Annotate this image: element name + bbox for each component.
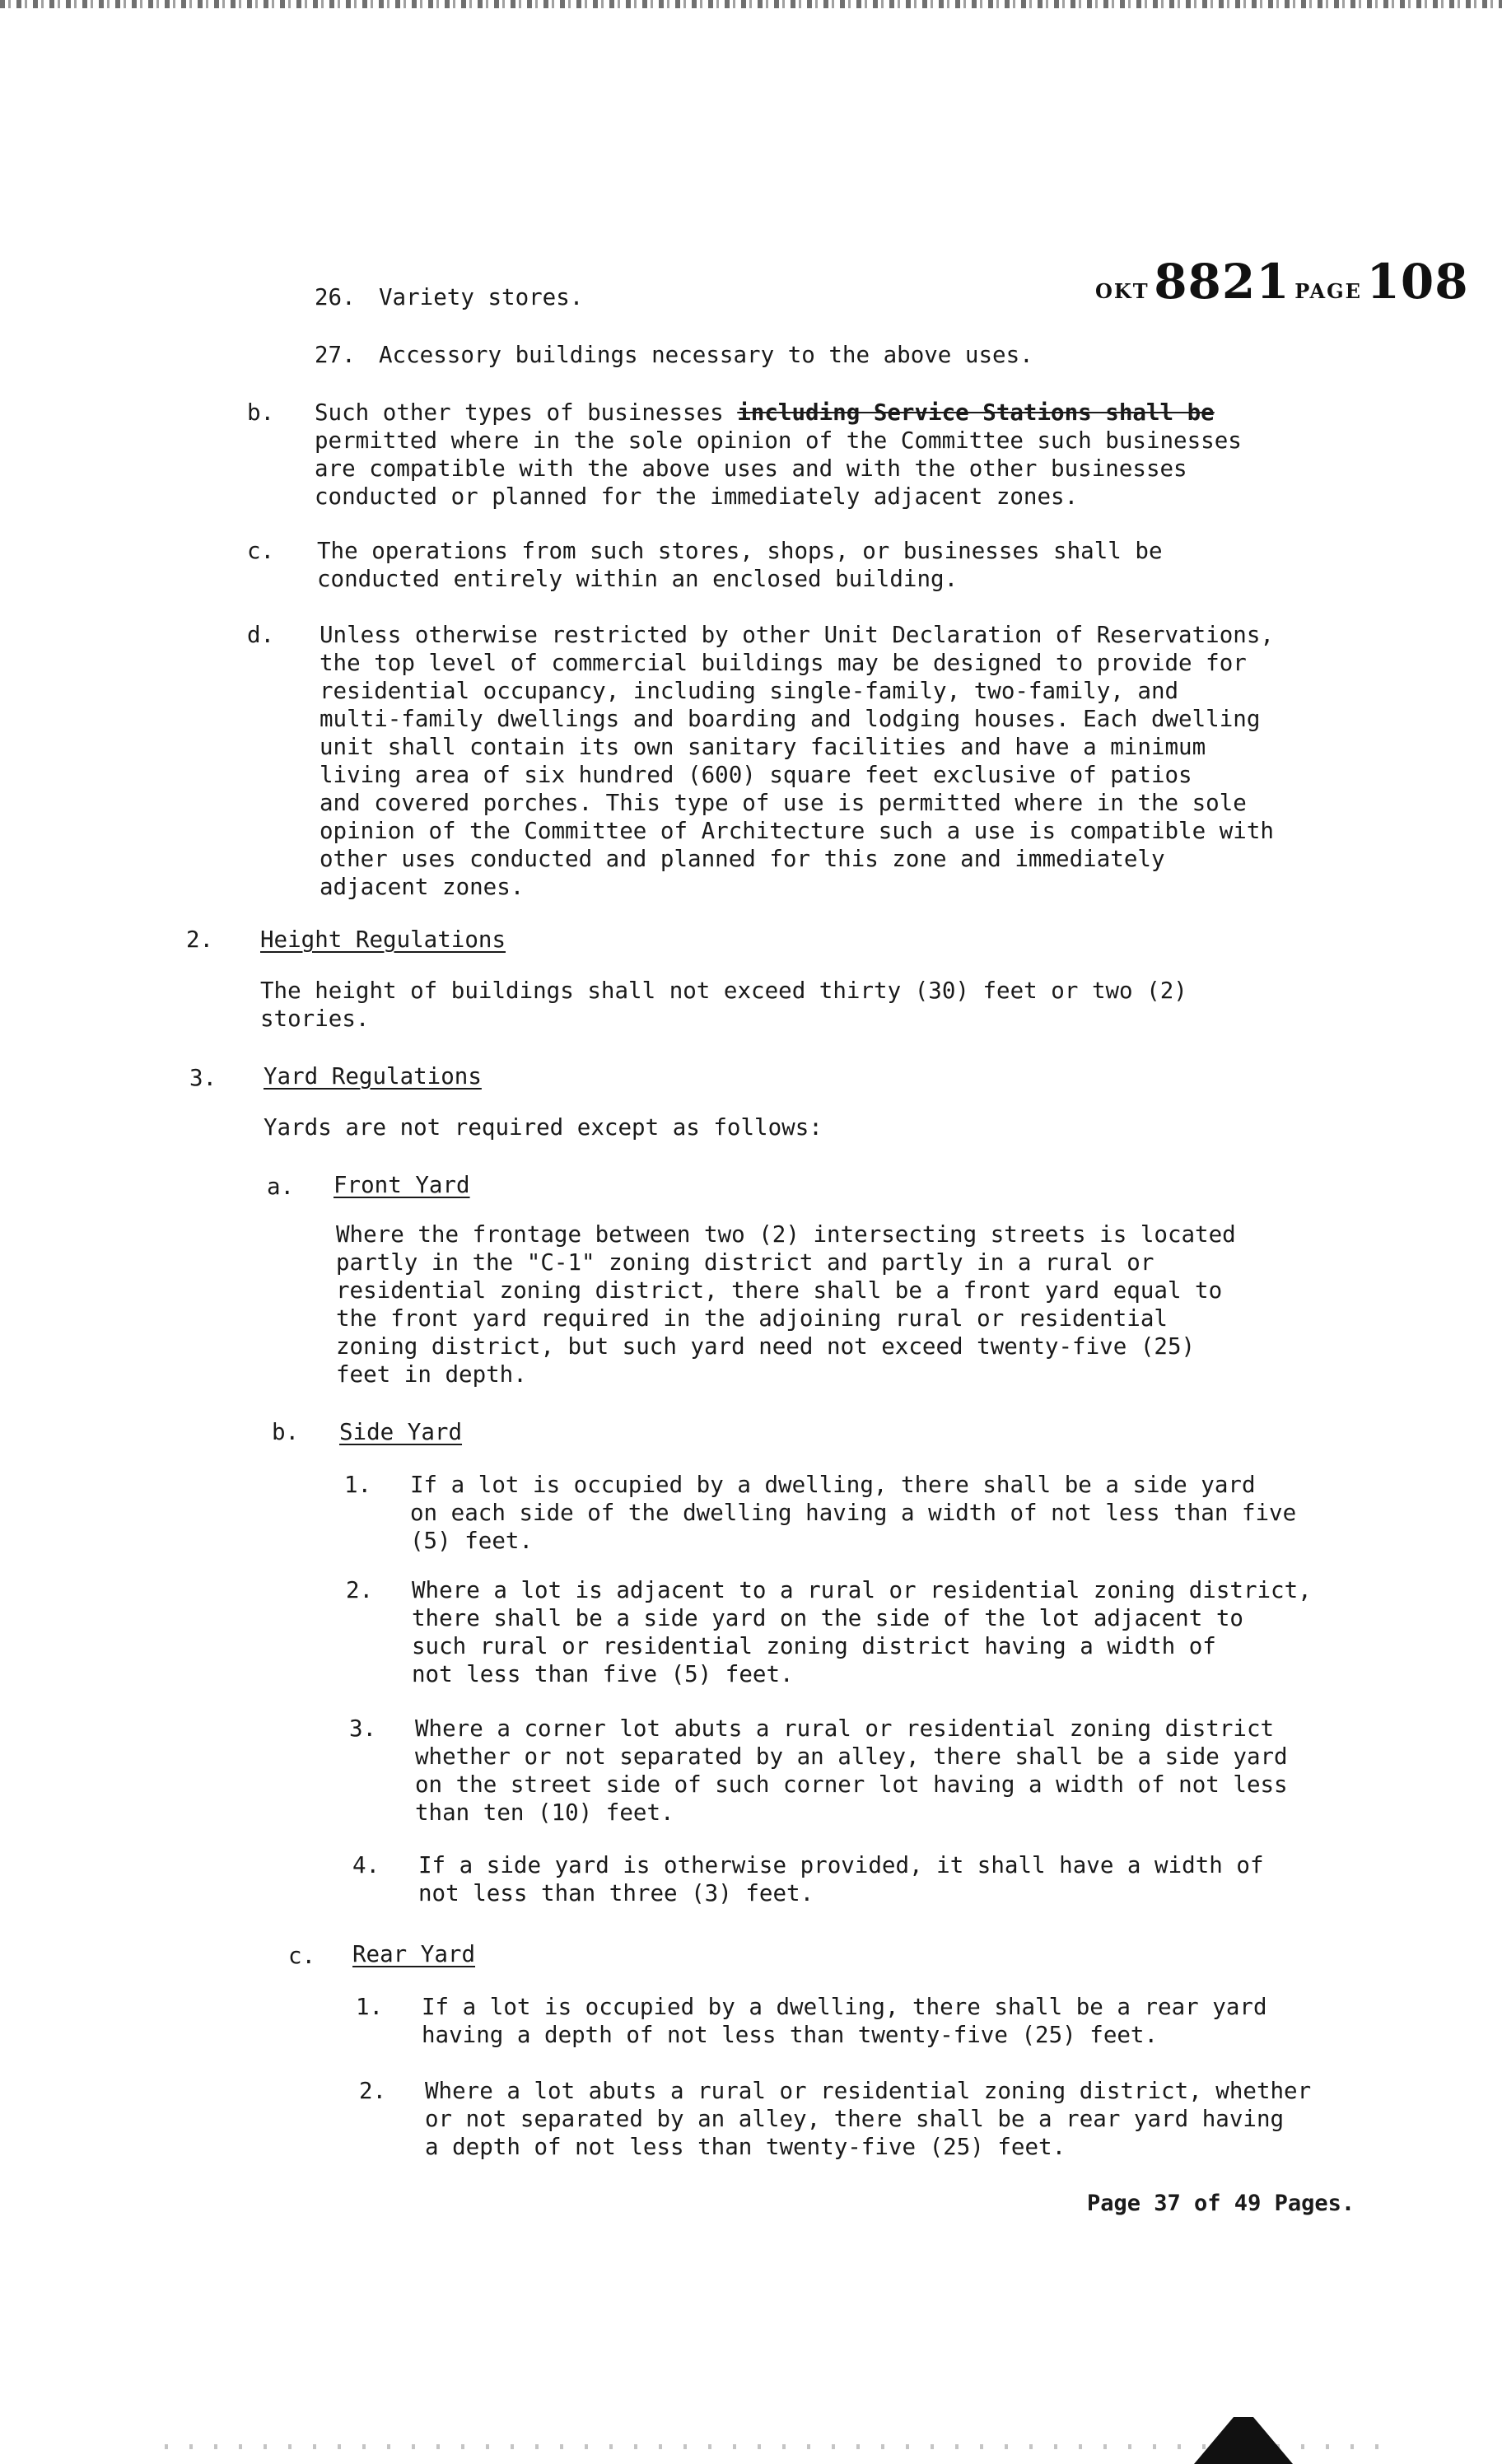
front-yard-heading: Front Yard [334,1172,470,1198]
front-yard-number: a. [267,1174,295,1200]
item-d-number: d. [247,622,275,648]
rear-yard-2-text: Where a lot abuts a rural or residential zoning district, whether or not separated by an alley, there shall be a rear yard having a depth of not less than twenty-five (25) feet. [425,2078,1312,2160]
rear-yard-2-number: 2. [359,2078,387,2104]
item-d-text: Unless otherwise restricted by other Unit Declaration of Reservations, the top level of commercial buildings may be designed to provide for residential occupancy, including single-family, two-family, and multi-family dwellings and boarding and lodging houses. Each dwelling unit shall contain its own sanitary facilities and have a minimum living area of six hundred (600) square feet exclusive of patios and covered porches. This type of use is permitted where in the sole opinion of the Committee of Architecture such a use is compatible with other uses conducted and planned for this zone and immediately adjacent zones. [320,622,1274,900]
item-27-number: 27. [315,342,356,368]
item-26-number: 26. [315,284,356,310]
side-yard-4-text: If a side yard is otherwise provided, it shall have a width of not less than three (3) feet. [418,1852,1264,1906]
page-footer: Page 37 of 49 Pages. [1087,2191,1355,2216]
side-yard-2-text: Where a lot is adjacent to a rural or residential zoning district, there shall be a side yard on the side of the lot adjacent to such rural or residential zoning district having a width of not less than five (5) feet. [412,1577,1312,1687]
section-3-number: 3. [189,1065,217,1091]
front-yard-text: Where the frontage between two (2) intersecting streets is located partly in the "C-1" zoning district and partly in a rural or residential zoning district, there shall be a front yard equal to the front yard required in the adjoining rural or residential zoning district, but such yard need not exceed twenty-five (25) feet in depth. [336,1221,1236,1388]
item-c-text: The operations from such stores, shops, or businesses shall be conducted entirely within an enclosed building. [317,538,1163,592]
yard-regulations-heading: Yard Regulations [264,1063,482,1090]
side-yard-number: b. [272,1419,300,1445]
item-b-number: b. [247,399,275,426]
item-27-text: Accessory buildings necessary to the above uses. [379,342,1033,368]
height-regulations-heading: Height Regulations [260,926,506,953]
side-yard-4-number: 4. [352,1852,380,1878]
side-yard-1-text: If a lot is occupied by a dwelling, there shall be a side yard on each side of the dwelling having a width of not less than five (5) feet. [410,1472,1297,1554]
side-yard-1-number: 1. [344,1472,372,1498]
height-regulations-text: The height of buildings shall not exceed thirty (30) feet or two (2) stories. [260,978,1187,1032]
side-yard-2-number: 2. [346,1577,374,1603]
item-b-line1-start: Such other types of businesses [315,399,738,426]
item-b-struck-text: including Service Stations shall be [737,399,1215,426]
section-2-number: 2. [186,926,214,953]
book-page-stamp [1095,254,1469,310]
item-26-text: Variety stores. [379,284,584,310]
item-b-line1 [315,399,1215,427]
book-prefix: OKT [1095,279,1150,303]
rear-yard-1-text: If a lot is occupied by a dwelling, there shall be a rear yard having a depth of not less than twenty-five (25) feet. [422,1994,1267,2048]
scan-noise-top [0,0,1502,8]
side-yard-heading: Side Yard [339,1419,463,1445]
rear-yard-number: c. [288,1943,316,1969]
rear-yard-heading: Rear Yard [352,1941,476,1967]
rear-yard-1-number: 1. [356,1994,384,2020]
side-yard-3-text: Where a corner lot abuts a rural or residential zoning district whether or not separated by an alley, there shall be a side yard on the street side of such corner lot having a width of not less than ten (10) feet. [415,1715,1288,1826]
page-number: 108 [1366,254,1469,310]
item-b-text: permitted where in the sole opinion of the Committee such businesses are compatible with the above uses and with the other businesses conducted or planned for the immediately adjacent zones. [315,427,1242,510]
item-c-number: c. [247,538,275,564]
page-prefix: PAGE [1294,279,1362,303]
book-number: 8821 [1154,254,1290,310]
yard-regulations-intro: Yards are not required except as follows: [264,1114,823,1141]
side-yard-3-number: 3. [349,1715,377,1742]
scan-blot [1194,2417,1293,2464]
